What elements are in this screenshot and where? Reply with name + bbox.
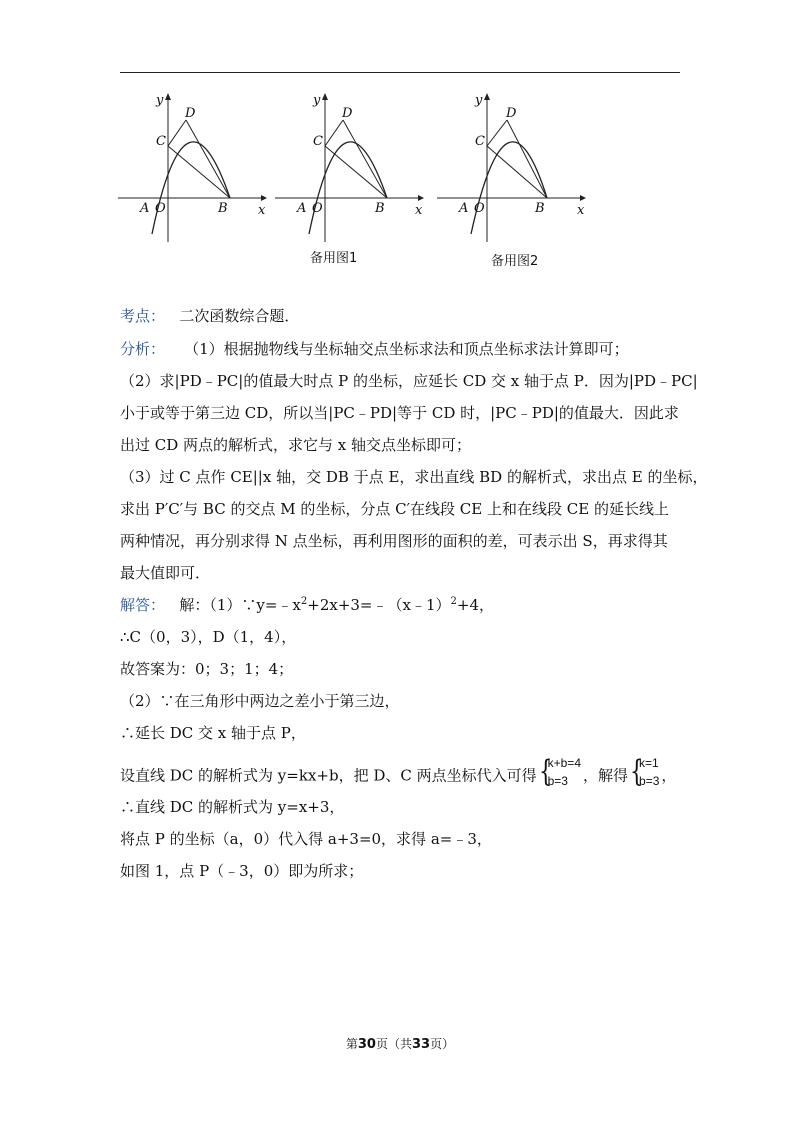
svg-text:y: y xyxy=(313,93,321,108)
kaodian-line xyxy=(120,306,299,326)
label-B: B xyxy=(218,201,228,216)
svg-text:O: O xyxy=(474,201,485,216)
fenxi-line-3a: （3）过 C 点作 CE||x 轴，交 DB 于点 E，求出直线 BD 的解析式，求出点 E 的坐标， xyxy=(120,468,708,486)
line-extend: ∴延长 DC 交 x 轴于点 P， xyxy=(120,724,306,742)
svg-text:x: x xyxy=(415,203,423,218)
figure-spare-1 xyxy=(275,90,425,250)
figure-main xyxy=(118,90,268,250)
svg-text:C: C xyxy=(475,134,485,149)
fenxi-line-2c: 出过 CD 两点的解析式，求它与 x 轴交点坐标即可； xyxy=(120,436,472,454)
fenxi-line-1: 分析： （1）根据抛物线与坐标轴交点坐标求法和顶点坐标求法计算即可； xyxy=(120,340,629,358)
label-A: A xyxy=(140,201,150,216)
svg-text:x: x xyxy=(577,203,585,218)
svg-text:A: A xyxy=(297,201,307,216)
line-dc: ∴直线 DC 的解析式为 y=x+3， xyxy=(120,798,345,816)
kaodian-label: 考点： xyxy=(120,307,166,325)
line-answer: 故答案为：0；3；1；4； xyxy=(120,660,294,678)
label-y: y xyxy=(156,93,164,108)
svg-text:D: D xyxy=(506,106,517,121)
page-number: 30 xyxy=(357,1037,376,1052)
line-system: 设直线 DC 的解析式为 y=kx+b，把 D、C 两点坐标代入可得 { k+b=4 b=3 ，解得 { k=1 b=3 ， xyxy=(120,754,676,799)
svg-text:O: O xyxy=(312,201,323,216)
svg-text:y: y xyxy=(475,93,483,108)
svg-text:B: B xyxy=(375,201,385,216)
label-O: O xyxy=(155,201,166,216)
line-part-2: （2）∵在三角形中两边之差小于第三边， xyxy=(120,692,400,710)
fenxi-line-3b: 求出 P′C′与 BC 的交点 M 的坐标，分点 C′在线段 CE 上和在线段 CE 的延长线上 xyxy=(120,500,669,518)
jieda-line-1: 解答： 解：$(1)\because y=﹣x^2+2x+3=﹣(x﹣1)^2+4$， xyxy=(120,596,495,614)
parabola-figure-3 xyxy=(437,90,587,250)
line-c-d: ∴C（0，3），D（1，4）， xyxy=(120,628,297,646)
header-rule xyxy=(120,72,680,73)
svg-text:B: B xyxy=(535,201,545,216)
label-D: D xyxy=(185,106,196,121)
parabola-figure-2 xyxy=(275,90,425,250)
equation-system-2: { k=1 b=3 xyxy=(630,754,660,789)
label-x: x xyxy=(258,203,266,218)
svg-text:A: A xyxy=(459,201,469,216)
svg-text:C: C xyxy=(313,134,323,149)
line-substitute: 将点 P 的坐标（a，0）代入得 a+3=0，求得 a=﹣3， xyxy=(120,830,492,848)
jieda-label: 解答： xyxy=(120,596,166,614)
caption-spare-1: 备用图1 xyxy=(310,251,358,266)
fenxi-line-3c: 两种情况，再分别求得 N 点坐标，再利用图形的面积的差，可表示出 S，再求得其 xyxy=(120,532,668,550)
equation-system-1: { k+b=4 b=3 xyxy=(538,754,581,789)
page-footer: 第30页（共33页） xyxy=(345,1037,455,1052)
fenxi-line-2a: （2）求|PD﹣PC|的值最大时点 P 的坐标，应延长 CD 交 x 轴于点 P．因为|PD﹣PC| xyxy=(120,372,698,390)
fenxi-line-3d: 最大值即可． xyxy=(120,564,211,582)
fenxi-label: 分析： xyxy=(120,340,166,358)
parabola-figure-1 xyxy=(118,90,268,250)
figure-spare-2 xyxy=(437,90,587,250)
line-figure-1: 如图 1，点 P（﹣3，0）即为所求； xyxy=(120,862,364,880)
svg-text:D: D xyxy=(342,106,353,121)
kaodian-text: 二次函数综合题． xyxy=(179,307,300,325)
label-C: C xyxy=(156,134,166,149)
caption-spare-2: 备用图2 xyxy=(491,254,539,269)
fenxi-line-2b: 小于或等于第三边 CD，所以当|PC﹣PD|等于 CD 时，|PC﹣PD|的值最大．因此求 xyxy=(120,404,679,422)
page-total: 33 xyxy=(412,1037,431,1052)
